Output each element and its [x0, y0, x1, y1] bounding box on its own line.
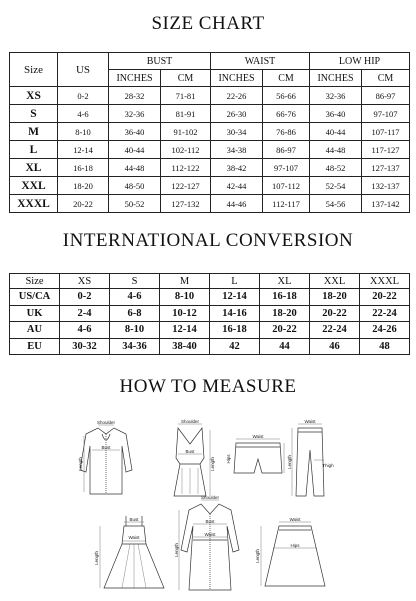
conversion-value-cell: 2-4: [60, 305, 110, 322]
conversion-value-cell: 6-8: [110, 305, 160, 322]
coat-dress-shoulder-label: Shoulder: [200, 495, 220, 500]
conversion-value-cell: 12-14: [160, 322, 210, 339]
size-value-cell: 97-107: [263, 159, 310, 177]
size-column-header: Size: [10, 53, 58, 87]
waist-cm-header: CM: [263, 70, 310, 87]
trousers-measure-figure: [288, 420, 332, 500]
size-value-cell: 122-127: [161, 177, 211, 195]
size-value-cell: 8-10: [58, 123, 109, 141]
conversion-value-cell: 12-14: [210, 289, 260, 306]
conversion-value-cell: 30-32: [60, 338, 110, 355]
conversion-row: [10, 338, 410, 355]
size-value-cell: 36-40: [310, 105, 362, 123]
conversion-header-cell: XS: [60, 274, 110, 289]
size-value-cell: 44-48: [109, 159, 161, 177]
conversion-row: [10, 305, 410, 322]
shorts-waist-label: Waist: [252, 434, 264, 439]
conversion-region-cell: US/CA: [10, 289, 60, 306]
conversion-header-cell: Size: [10, 274, 60, 289]
size-value-cell: 86-97: [362, 87, 410, 105]
size-value-cell: 76-86: [263, 123, 310, 141]
international-conversion-table: [9, 273, 410, 355]
size-value-cell: 34-38: [211, 141, 263, 159]
skirt-hips-label: Hips: [290, 543, 300, 548]
size-row: [10, 87, 410, 105]
coat-dress-length-label: Length: [174, 543, 179, 557]
size-label-cell: S: [10, 105, 58, 123]
conversion-header-row: [10, 274, 410, 289]
conversion-row: [10, 322, 410, 339]
size-value-cell: 97-107: [362, 105, 410, 123]
size-label-cell: XXXL: [10, 195, 58, 213]
size-value-cell: 32-36: [310, 87, 362, 105]
coat-dress-waist-label: Waist: [204, 532, 216, 537]
size-value-cell: 0-2: [58, 87, 109, 105]
conversion-value-cell: 44: [260, 338, 310, 355]
shorts-measure-figure: [228, 433, 288, 483]
low-hip-column-header: LOW HIP: [310, 53, 410, 70]
trousers-length-label: Length: [287, 455, 292, 469]
cami-top-measure-figure: [160, 418, 220, 500]
size-value-cell: 117-127: [362, 141, 410, 159]
size-value-cell: 132-137: [362, 177, 410, 195]
conversion-header-cell: L: [210, 274, 260, 289]
conversion-header-cell: S: [110, 274, 160, 289]
conversion-value-cell: 10-12: [160, 305, 210, 322]
size-value-cell: 32-36: [109, 105, 161, 123]
coat-dress-measure-figure: [175, 494, 245, 594]
conversion-header-cell: XXL: [310, 274, 360, 289]
size-row: [10, 105, 410, 123]
size-value-cell: 50-52: [109, 195, 161, 213]
blouse-length-label: Length: [78, 457, 83, 471]
conversion-value-cell: 4-6: [60, 322, 110, 339]
conversion-value-cell: 34-36: [110, 338, 160, 355]
size-value-cell: 40-44: [109, 141, 161, 159]
size-value-cell: 112-117: [263, 195, 310, 213]
conversion-region-cell: AU: [10, 322, 60, 339]
how-to-measure-title: HOW TO MEASURE: [119, 376, 297, 397]
conversion-value-cell: 24-26: [360, 322, 410, 339]
size-value-cell: 102-112: [161, 141, 211, 159]
size-value-cell: 127-137: [362, 159, 410, 177]
size-value-cell: 81-91: [161, 105, 211, 123]
cami-bust-label: Bust: [185, 449, 195, 454]
size-value-cell: 30-34: [211, 123, 263, 141]
size-value-cell: 42-44: [211, 177, 263, 195]
hip-cm-header: CM: [362, 70, 410, 87]
waist-inches-header: INCHES: [211, 70, 263, 87]
cami-shoulder-label: Shoulder: [180, 419, 200, 424]
size-label-cell: L: [10, 141, 58, 159]
international-conversion-title: INTERNATIONAL CONVERSION: [62, 230, 354, 251]
bust-column-header: BUST: [109, 53, 211, 70]
size-value-cell: 48-50: [109, 177, 161, 195]
size-value-cell: 52-54: [310, 177, 362, 195]
size-value-cell: 40-44: [310, 123, 362, 141]
size-chart-header-row: [10, 53, 410, 70]
conversion-value-cell: 46: [310, 338, 360, 355]
blouse-shoulder-label: Shoulder: [96, 420, 116, 425]
conversion-value-cell: 20-22: [310, 305, 360, 322]
conversion-value-cell: 8-10: [160, 289, 210, 306]
strap-dress-waist-label: Waist: [128, 535, 140, 540]
size-value-cell: 26-30: [211, 105, 263, 123]
conversion-value-cell: 38-40: [160, 338, 210, 355]
shorts-hips-label: Hips: [226, 454, 231, 464]
size-label-cell: XL: [10, 159, 58, 177]
hip-inches-header: INCHES: [310, 70, 362, 87]
size-row: [10, 123, 410, 141]
strap-dress-measure-figure: [94, 508, 174, 594]
blouse-measure-figure: [76, 420, 136, 500]
size-value-cell: 38-42: [211, 159, 263, 177]
size-label-cell: XXL: [10, 177, 58, 195]
size-label-cell: XS: [10, 87, 58, 105]
strap-dress-length-label: Length: [94, 551, 99, 565]
size-value-cell: 54-56: [310, 195, 362, 213]
conversion-value-cell: 4-6: [110, 289, 160, 306]
conversion-row: [10, 289, 410, 306]
size-row: [10, 177, 410, 195]
us-column-header: US: [58, 53, 109, 87]
conversion-value-cell: 48: [360, 338, 410, 355]
coat-dress-bust-label: Bust: [205, 519, 215, 524]
skirt-measure-figure: [255, 514, 335, 594]
size-value-cell: 36-40: [109, 123, 161, 141]
size-value-cell: 44-48: [310, 141, 362, 159]
cami-length-label: Length: [210, 457, 215, 471]
bust-inches-header: INCHES: [109, 70, 161, 87]
conversion-header-cell: XXXL: [360, 274, 410, 289]
conversion-value-cell: 20-22: [360, 289, 410, 306]
conversion-value-cell: 20-22: [260, 322, 310, 339]
size-row: [10, 159, 410, 177]
size-value-cell: 4-6: [58, 105, 109, 123]
conversion-value-cell: 8-10: [110, 322, 160, 339]
size-value-cell: 71-81: [161, 87, 211, 105]
size-value-cell: 12-14: [58, 141, 109, 159]
conversion-value-cell: 0-2: [60, 289, 110, 306]
size-value-cell: 112-122: [161, 159, 211, 177]
size-label-cell: M: [10, 123, 58, 141]
size-value-cell: 127-132: [161, 195, 211, 213]
blouse-bust-label: Bust: [101, 445, 111, 450]
conversion-value-cell: 18-20: [310, 289, 360, 306]
size-chart-table: [9, 52, 410, 213]
conversion-value-cell: 42: [210, 338, 260, 355]
size-value-cell: 16-18: [58, 159, 109, 177]
size-value-cell: 44-46: [211, 195, 263, 213]
size-value-cell: 48-52: [310, 159, 362, 177]
conversion-value-cell: 22-24: [360, 305, 410, 322]
conversion-value-cell: 16-18: [210, 322, 260, 339]
conversion-header-cell: XL: [260, 274, 310, 289]
size-value-cell: 86-97: [263, 141, 310, 159]
size-value-cell: 22-26: [211, 87, 263, 105]
size-value-cell: 28-32: [109, 87, 161, 105]
size-value-cell: 91-102: [161, 123, 211, 141]
size-chart-title: SIZE CHART: [151, 13, 265, 34]
conversion-value-cell: 14-16: [210, 305, 260, 322]
conversion-value-cell: 16-18: [260, 289, 310, 306]
size-value-cell: 18-20: [58, 177, 109, 195]
skirt-length-label: Length: [255, 549, 260, 563]
size-value-cell: 66-76: [263, 105, 310, 123]
waist-column-header: WAIST: [211, 53, 310, 70]
conversion-value-cell: 22-24: [310, 322, 360, 339]
strap-dress-bust-label: Bust: [129, 517, 139, 522]
trousers-waist-label: Waist: [304, 419, 316, 424]
conversion-header-cell: M: [160, 274, 210, 289]
trousers-thigh-label: Thigh: [322, 463, 334, 468]
conversion-region-cell: EU: [10, 338, 60, 355]
size-value-cell: 20-22: [58, 195, 109, 213]
size-value-cell: 56-66: [263, 87, 310, 105]
size-value-cell: 107-117: [362, 123, 410, 141]
conversion-value-cell: 18-20: [260, 305, 310, 322]
size-row: [10, 195, 410, 213]
size-row: [10, 141, 410, 159]
bust-cm-header: CM: [161, 70, 211, 87]
conversion-region-cell: UK: [10, 305, 60, 322]
size-value-cell: 137-142: [362, 195, 410, 213]
size-value-cell: 107-112: [263, 177, 310, 195]
skirt-waist-label: Waist: [289, 517, 301, 522]
